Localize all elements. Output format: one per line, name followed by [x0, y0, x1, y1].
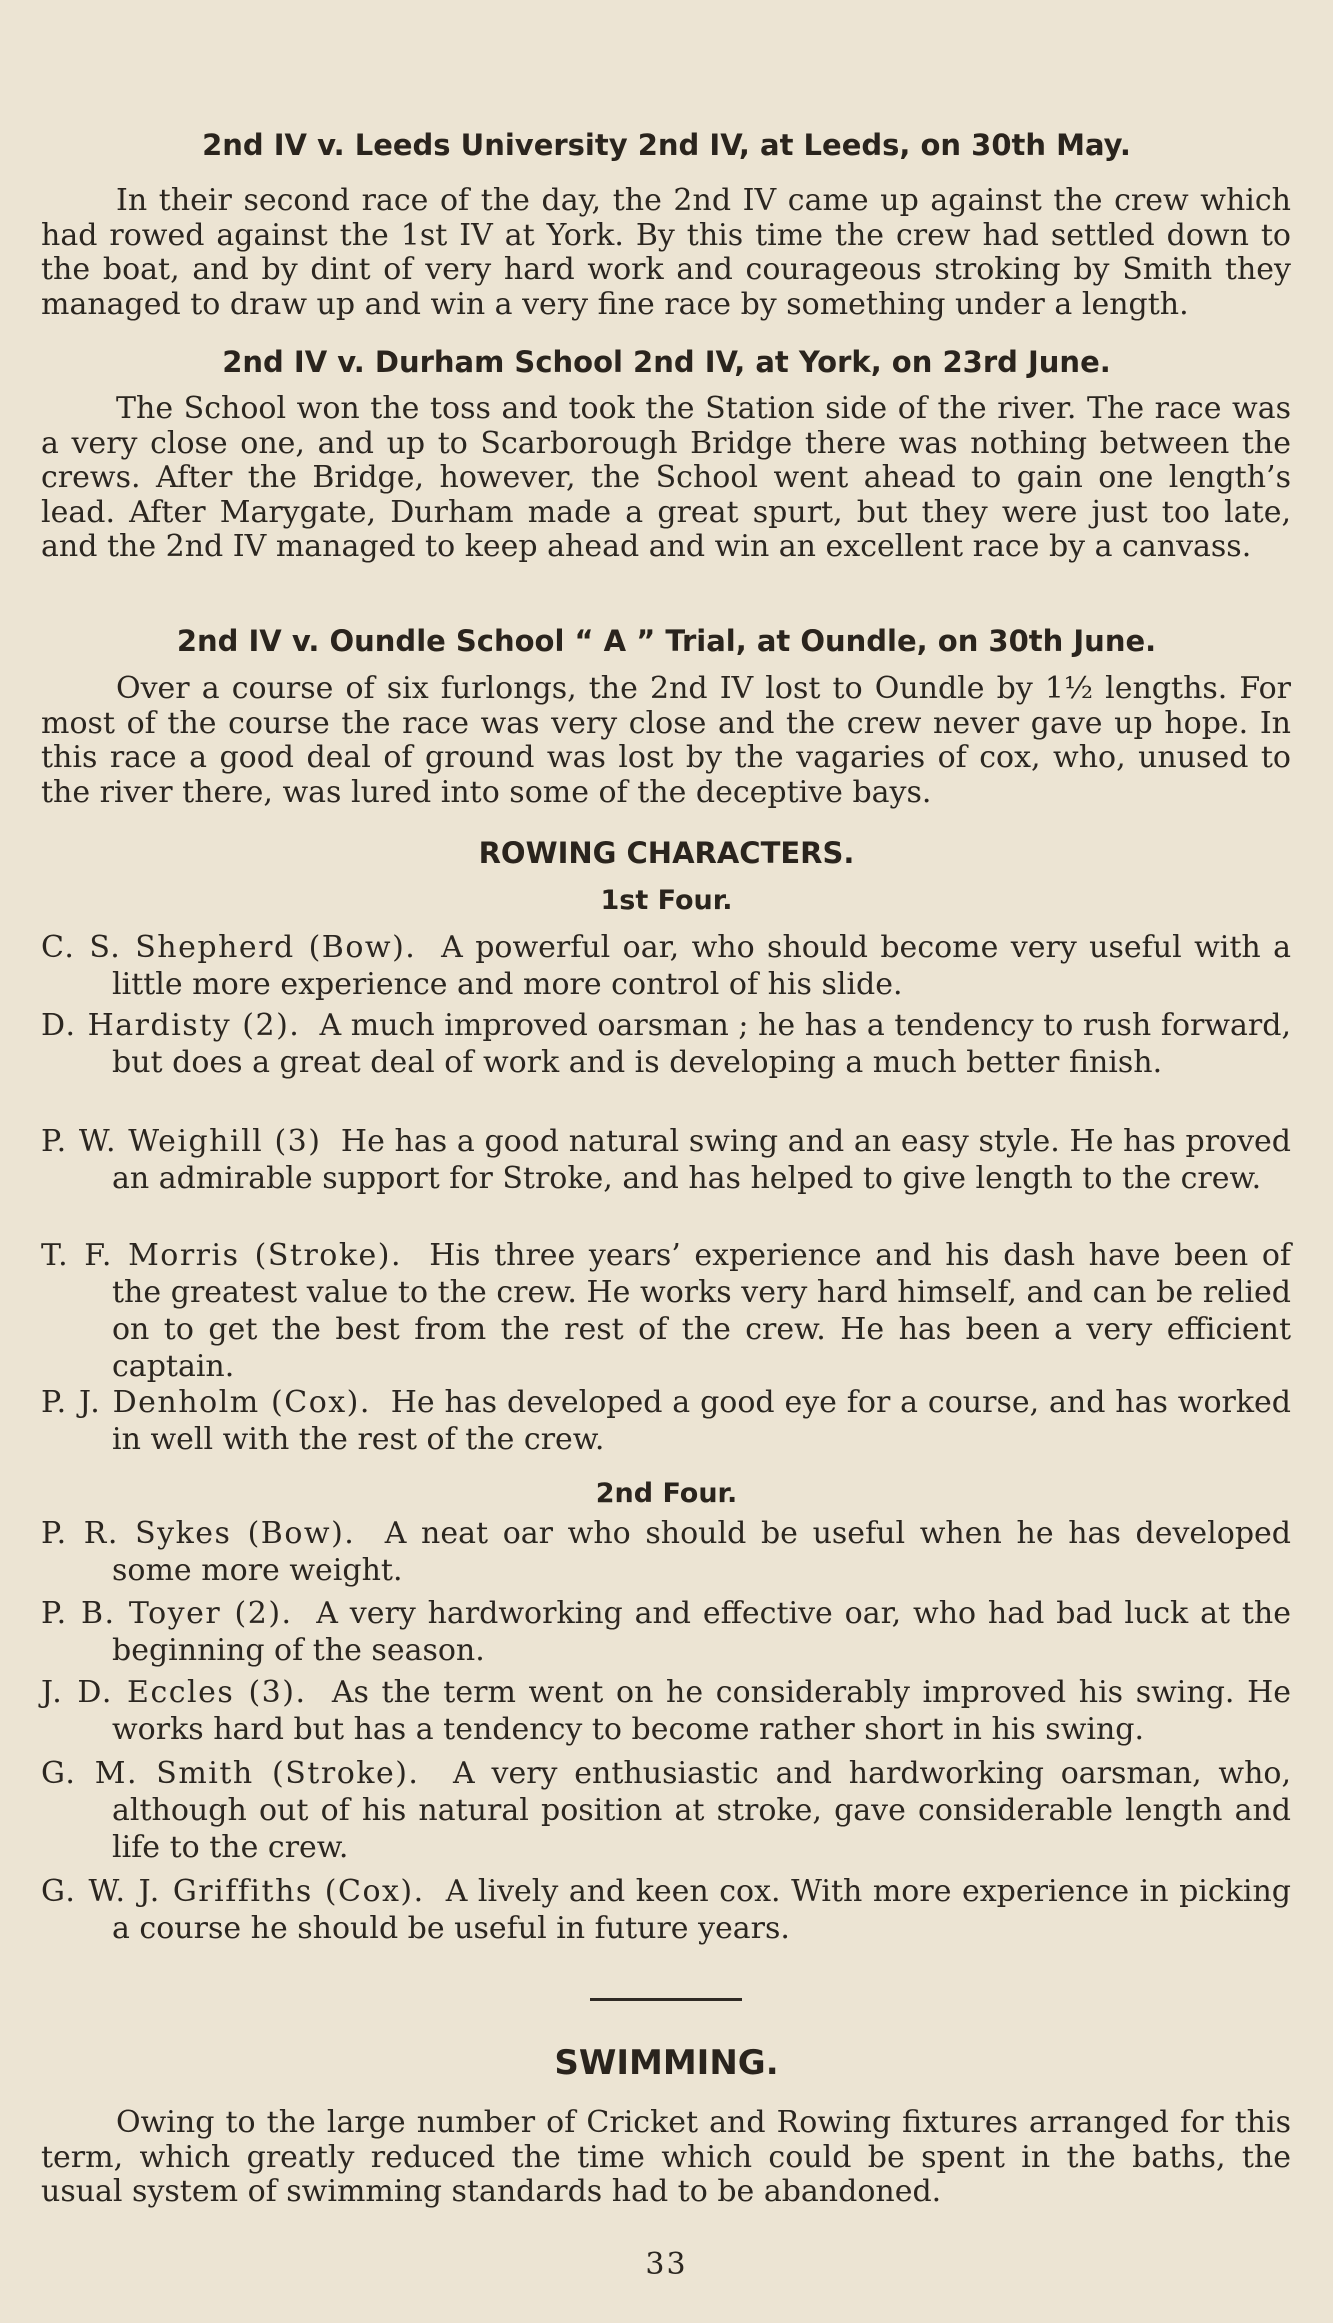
character-entry	[41, 1674, 1291, 1748]
rower-description: A lively and keen cox. With more experience in picking a course he should be useful in future years.	[112, 1874, 1291, 1946]
rower-name: P. R. Sykes (Bow).	[41, 1516, 356, 1551]
character-entry	[41, 1384, 1291, 1458]
character-entry	[41, 1515, 1291, 1589]
rower-description: A neat oar who should be useful when he has developed some more weight.	[112, 1516, 1291, 1588]
rower-description: A very hardworking and effective oar, who had bad luck at the beginning of the season.	[112, 1596, 1291, 1668]
character-entry	[41, 1007, 1291, 1081]
rower-name: P. J. Denholm (Cox).	[41, 1385, 371, 1420]
race-paragraph-oundle	[41, 672, 1291, 810]
rower-name: G. M. Smith (Stroke).	[41, 1756, 420, 1791]
rowing-characters-title: ROWING CHARACTERS.	[478, 836, 855, 870]
rower-name: T. F. Morris (Stroke).	[41, 1238, 403, 1273]
swimming-paragraph	[41, 2106, 1291, 2210]
rower-description: A much improved oarsman ; he has a tendency to rush forward, but does a great deal of work and is developing a much better finish.	[112, 1008, 1291, 1080]
character-entry	[41, 1755, 1291, 1866]
rower-name: C. S. Shepherd (Bow).	[41, 930, 417, 965]
rower-name: D. Hardisty (2).	[41, 1008, 301, 1043]
rower-description: A very enthusiastic and hardworking oarsman, who, although out of his natural position at stroke, gave considerable length and life to the crew.	[112, 1756, 1291, 1865]
rower-name: J. D. Eccles (3).	[41, 1675, 307, 1710]
rower-name: P. W. Weighill (3)	[41, 1124, 322, 1159]
paragraph-text: In their second race of the day, the 2nd IV came up against the crew which had rowed against the 1st IV at York. By this time the crew had settled down to the boat, and by dint of very hard work and courageous stroking by Smith they managed to draw up and win a very fine race by something under a length.	[41, 183, 1291, 322]
rower-description: His three years’ experience and his dash have been of the greatest value to the crew. He works very hard himself, and can be relied on to get the best from the rest of the crew. He has been a very efficient captain.	[112, 1238, 1291, 1384]
rower-name: P. B. Toyer (2).	[41, 1596, 293, 1631]
race-heading-durham: 2nd IV v. Durham School 2nd IV, at York, on 23rd June.	[222, 345, 1111, 379]
rower-name: G. W. J. Griffiths (Cox).	[41, 1874, 425, 1909]
second-four-title: 2nd Four.	[595, 1478, 738, 1509]
race-heading-oundle: 2nd IV v. Oundle School “ A ” Trial, at Oundle, on 30th June.	[176, 624, 1157, 658]
race-paragraph-leeds	[41, 184, 1291, 322]
paragraph-text: The School won the toss and took the Station side of the river. The race was a very close one, and up to Scarborough Bridge there was nothing between the crews. After the Bridge, however, the School went ahead to gain one length’s lead. After Marygate, Durham made a great spurt, but they were just too late, and the 2nd IV managed to keep ahead and win an excellent race by a canvass.	[41, 391, 1291, 564]
section-divider	[590, 1998, 742, 2001]
first-four-title: 1st Four.	[600, 885, 733, 916]
page-number: 33	[645, 2247, 688, 2282]
swimming-title: SWIMMING.	[554, 2043, 779, 2083]
character-entry	[41, 1123, 1291, 1197]
character-entry	[41, 1873, 1291, 1947]
race-heading-leeds: 2nd IV v. Leeds University 2nd IV, at Leeds, on 30th May.	[202, 128, 1131, 162]
rower-description: As the term went on he considerably improved his swing. He works hard but has a tendency to become rather short in his swing.	[112, 1675, 1292, 1747]
rower-description: He has a good natural swing and an easy style. He has proved an admirable support for Stroke, and has helped to give length to the crew.	[112, 1124, 1292, 1196]
race-paragraph-durham	[41, 392, 1291, 565]
paragraph-text: Over a course of six furlongs, the 2nd IV lost to Oundle by 1½ lengths. For most of the course the race was very close and the crew never gave up hope. In this race a good deal of ground was lost by the vagaries of cox, who, unused to the river there, was lured into some of the deceptive bays.	[41, 671, 1291, 810]
character-entry	[41, 929, 1291, 1003]
character-entry	[41, 1595, 1291, 1669]
paragraph-text: Owing to the large number of Cricket and Rowing fixtures arranged for this term, which greatly reduced the time which could be spent in the baths, the usual system of swimming standards had to be abandoned.	[41, 2105, 1291, 2209]
rower-description: He has developed a good eye for a course, and has worked in well with the rest of the crew.	[112, 1385, 1291, 1457]
rower-description: A powerful oar, who should become very useful with a little more experience and more control of his slide.	[112, 930, 1292, 1002]
character-entry	[41, 1237, 1291, 1385]
